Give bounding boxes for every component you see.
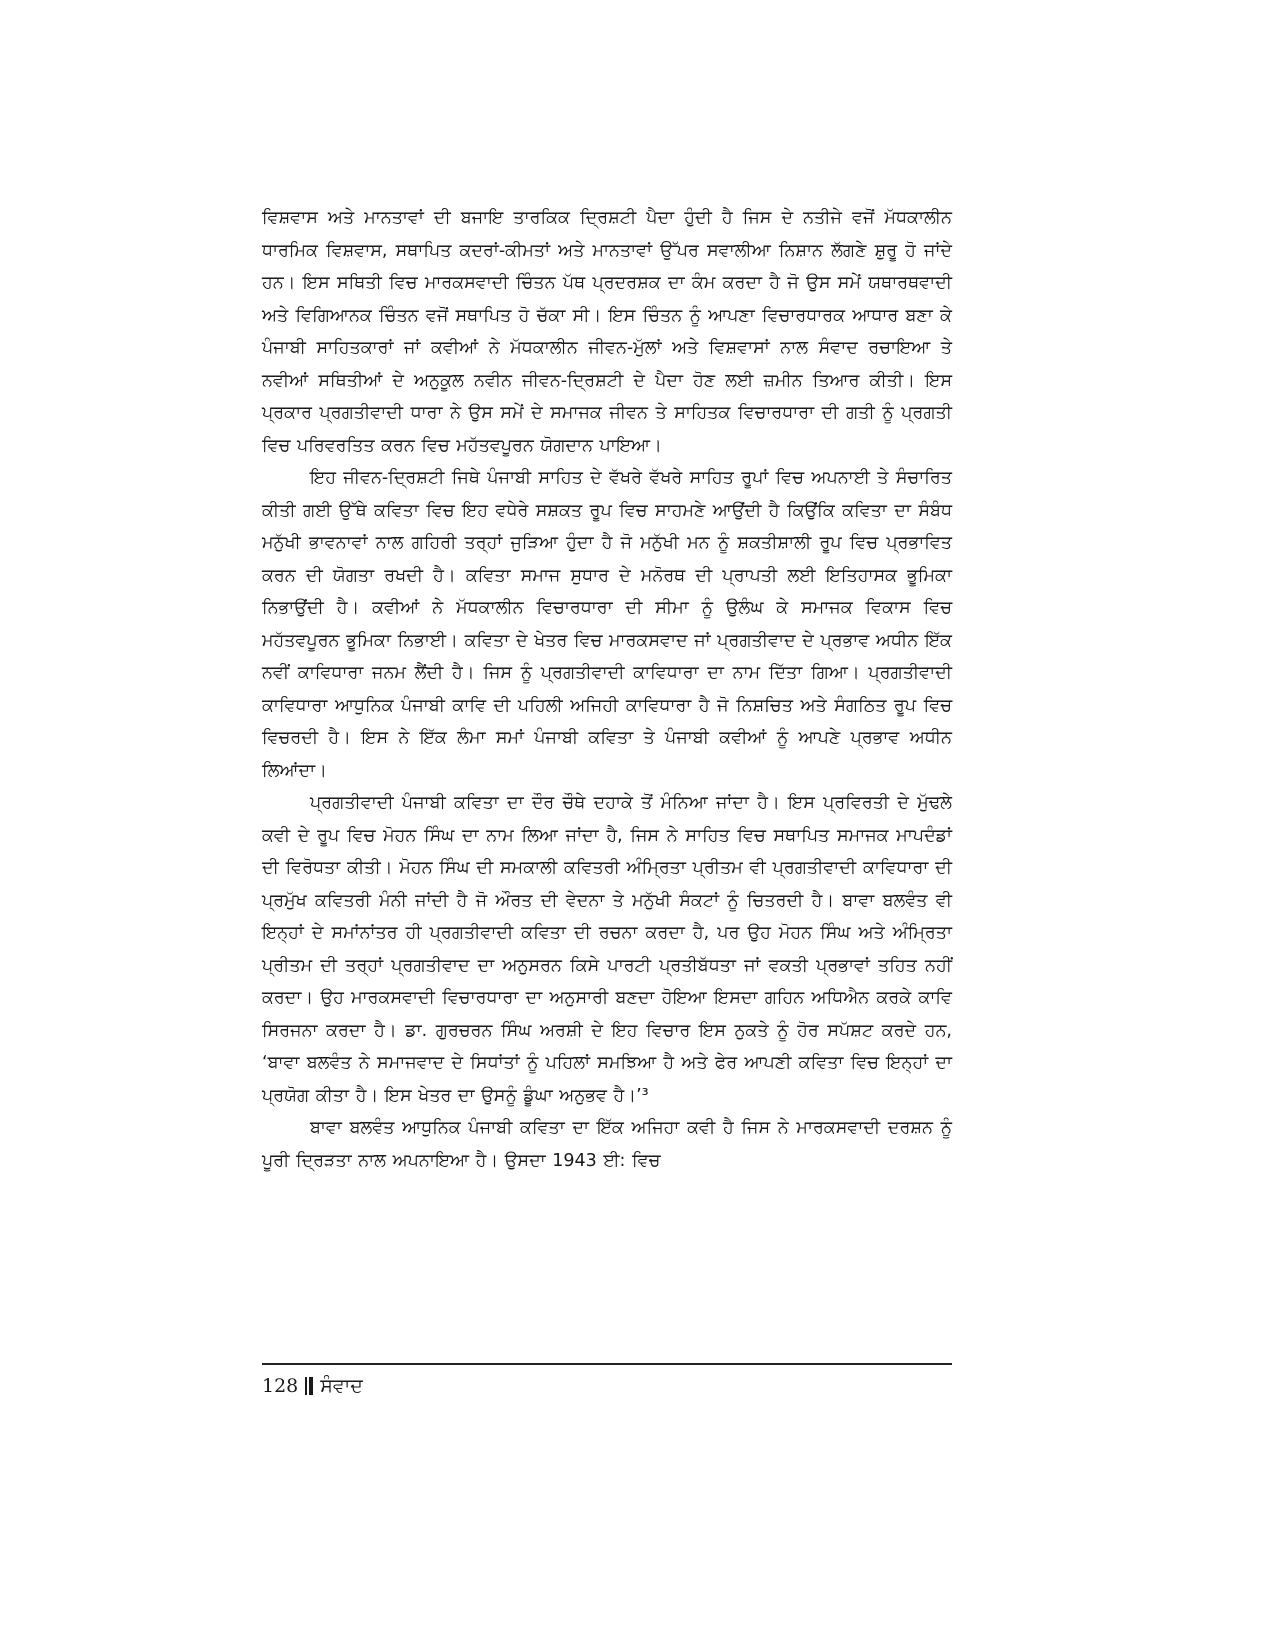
paragraph-4: ਬਾਵਾ ਬਲਵੰਤ ਆਧੁਨਿਕ ਪੰਜਾਬੀ ਕਵਿਤਾ ਦਾ ਇੱਕ ਅਜਿਹਾ ਕਵੀ ਹੈ ਜਿਸ ਨੇ ਮਾਰਕਸਵਾਦੀ ਦਰਸ਼ਨ ਨੂੰ ਪੂਰੀ ਦ੍ਰਿੜਤਾ ਨਾਲ ਅਪਨਾਇਆ ਹੈ। ਉਸਦਾ 1943 ਈ: ਵਿਚ: [262, 1118, 952, 1171]
page-footer: [262, 1372, 363, 1400]
body-text: [262, 202, 952, 1177]
paragraph-3: ਪ੍ਰਗਤੀਵਾਦੀ ਪੰਜਾਬੀ ਕਵਿਤਾ ਦਾ ਦੌਰ ਚੌਥੇ ਦਹਾਕੇ ਤੋਂ ਮੰਨਿਆ ਜਾਂਦਾ ਹੈ। ਇਸ ਪ੍ਰਵਿਰਤੀ ਦੇ ਮੁੱਢਲੇ ਕਵੀ ਦੇ ਰੂਪ ਵਿਚ ਮੋਹਨ ਸਿੰਘ ਦਾ ਨਾਮ ਲਿਆ ਜਾਂਦਾ ਹੈ, ਜਿਸ ਨੇ ਸਾਹਿਤ ਵਿਚ ਸਥਾਪਿਤ ਸਮਾਜਕ ਮਾਪਦੰਡਾਂ ਦੀ ਵਿਰੋਧਤਾ ਕੀਤੀ। ਮੋਹਨ ਸਿੰਘ ਦੀ ਸਮਕਾਲੀ ਕਵਿਤਰੀ ਅੰਮ੍ਰਿਤਾ ਪ੍ਰੀਤਮ ਵੀ ਪ੍ਰਗਤੀਵਾਦੀ ਕਾਵਿਧਾਰਾ ਦੀ ਪ੍ਰਮੁੱਖ ਕਵਿਤਰੀ ਮੰਨੀ ਜਾਂਦੀ ਹੈ ਜੋ ਔਰਤ ਦੀ ਵੇਦਨਾ ਤੇ ਮਨੁੱਖੀ ਸੰਕਟਾਂ ਨੂੰ ਚਿਤਰਦੀ ਹੈ। ਬਾਵਾ ਬਲਵੰਤ ਵੀ ਇਨ੍ਹਾਂ ਦੇ ਸਮਾਂਨਾਂਤਰ ਹੀ ਪ੍ਰਗਤੀਵਾਦੀ ਕਵਿਤਾ ਦੀ ਰਚਨਾ ਕਰਦਾ ਹੈ, ਪਰ ਉਹ ਮੋਹਨ ਸਿੰਘ ਅਤੇ ਅੰਮ੍ਰਿਤਾ ਪ੍ਰੀਤਮ ਦੀ ਤਰ੍ਹਾਂ ਪ੍ਰਗਤੀਵਾਦ ਦਾ ਅਨੁਸਰਨ ਕਿਸੇ ਪਾਰਟੀ ਪ੍ਰਤੀਬੱਧਤਾ ਜਾਂ ਵਕਤੀ ਪ੍ਰਭਾਵਾਂ ਤਹਿਤ ਨਹੀਂ ਕਰਦਾ। ਉਹ ਮਾਰਕਸਵਾਦੀ ਵਿਚਾਰਧਾਰਾ ਦਾ ਅਨੁਸਾਰੀ ਬਣਦਾ ਹੋਇਆ ਇਸਦਾ ਗਹਿਨ ਅਧਿਐਨ ਕਰਕੇ ਕਾਵਿ ਸਿਰਜਨਾ ਕਰਦਾ ਹੈ। ਡਾ. ਗੁਰਚਰਨ ਸਿੰਘ ਅਰਸ਼ੀ ਦੇ ਇਹ ਵਿਚਾਰ ਇਸ ਨੁਕਤੇ ਨੂੰ ਹੋਰ ਸਪੱਸ਼ਟ ਕਰਦੇ ਹਨ, ‘ਬਾਵਾ ਬਲਵੰਤ ਨੇ ਸਮਾਜਵਾਦ ਦੇ ਸਿਧਾਂਤਾਂ ਨੂੰ ਪਹਿਲਾਂ ਸਮਝਿਆ ਹੈ ਅਤੇ ਫੇਰ ਆਪਣੀ ਕਵਿਤਾ ਵਿਚ ਇਨ੍ਹਾਂ ਦਾ ਪ੍ਰਯੋਗ ਕੀਤਾ ਹੈ। ਇਸ ਖੇਤਰ ਦਾ ਉਸਨੂੰ ਡੂੰਘਾ ਅਨੁਭਵ ਹੈ।’³: [262, 793, 952, 1106]
page-number: 128: [262, 1375, 299, 1397]
footer-divider: [262, 1363, 952, 1365]
paragraph-1: ਵਿਸ਼ਵਾਸ ਅਤੇ ਮਾਨਤਾਵਾਂ ਦੀ ਬਜਾਇ ਤਾਰਕਿਕ ਦ੍ਰਿਸ਼ਟੀ ਪੈਦਾ ਹੁੰਦੀ ਹੈ ਜਿਸ ਦੇ ਨਤੀਜੇ ਵਜੋਂ ਮੱਧਕਾਲੀਨ ਧਾਰਮਿਕ ਵਿਸ਼ਵਾਸ, ਸਥਾਪਿਤ ਕਦਰਾਂ-ਕੀਮਤਾਂ ਅਤੇ ਮਾਨਤਾਵਾਂ ਉੱਪਰ ਸਵਾਲੀਆ ਨਿਸ਼ਾਨ ਲੱਗਣੇ ਸ਼ੁਰੂ ਹੋ ਜਾਂਦੇ ਹਨ। ਇਸ ਸਥਿਤੀ ਵਿਚ ਮਾਰਕਸਵਾਦੀ ਚਿੰਤਨ ਪੱਥ ਪ੍ਰਦਰਸ਼ਕ ਦਾ ਕੰਮ ਕਰਦਾ ਹੈ ਜੋ ਉਸ ਸਮੇਂ ਯਥਾਰਥਵਾਦੀ ਅਤੇ ਵਿਗਿਆਨਕ ਚਿੰਤਨ ਵਜੋਂ ਸਥਾਪਿਤ ਹੋ ਚੱਕਾ ਸੀ। ਇਸ ਚਿੰਤਨ ਨੂੰ ਆਪਣਾ ਵਿਚਾਰਧਾਰਕ ਆਧਾਰ ਬਣਾ ਕੇ ਪੰਜਾਬੀ ਸਾਹਿਤਕਾਰਾਂ ਜਾਂ ਕਵੀਆਂ ਨੇ ਮੱਧਕਾਲੀਨ ਜੀਵਨ-ਮੁੱਲਾਂ ਅਤੇ ਵਿਸ਼ਵਾਸਾਂ ਨਾਲ ਸੰਵਾਦ ਰਚਾਇਆ ਤੇ ਨਵੀਆਂ ਸਥਿਤੀਆਂ ਦੇ ਅਨੁਕੂਲ ਨਵੀਨ ਜੀਵਨ-ਦ੍ਰਿਸ਼ਟੀ ਦੇ ਪੈਦਾ ਹੋਣ ਲਈ ਜ਼ਮੀਨ ਤਿਆਰ ਕੀਤੀ। ਇਸ ਪ੍ਰਕਾਰ ਪ੍ਰਗਤੀਵਾਦੀ ਧਾਰਾ ਨੇ ਉਸ ਸਮੇਂ ਦੇ ਸਮਾਜਕ ਜੀਵਨ ਤੇ ਸਾਹਿਤਕ ਵਿਚਾਰਧਾਰਾ ਦੀ ਗਤੀ ਨੂੰ ਪ੍ਰਗਤੀ ਵਿਚ ਪਰਿਵਰਤਿਤ ਕਰਨ ਵਿਚ ਮਹੱਤਵਪੂਰਨ ਯੋਗਦਾਨ ਪਾਇਆ।: [262, 208, 952, 456]
paragraph-2: ਇਹ ਜੀਵਨ-ਦ੍ਰਿਸ਼ਟੀ ਜਿਥੇ ਪੰਜਾਬੀ ਸਾਹਿਤ ਦੇ ਵੱਖਰੇ ਵੱਖਰੇ ਸਾਹਿਤ ਰੂਪਾਂ ਵਿਚ ਅਪਨਾਈ ਤੇ ਸੰਚਾਰਿਤ ਕੀਤੀ ਗਈ ਉੱਥੇ ਕਵਿਤਾ ਵਿਚ ਇਹ ਵਧੇਰੇ ਸਸ਼ਕਤ ਰੂਪ ਵਿਚ ਸਾਹਮਣੇ ਆਉਂਦੀ ਹੈ ਕਿਉਂਕਿ ਕਵਿਤਾ ਦਾ ਸੰਬੰਧ ਮਨੁੱਖੀ ਭਾਵਨਾਵਾਂ ਨਾਲ ਗਹਿਰੀ ਤਰ੍ਹਾਂ ਜੁੜਿਆ ਹੁੰਦਾ ਹੈ ਜੋ ਮਨੁੱਖੀ ਮਨ ਨੂੰ ਸ਼ਕਤੀਸ਼ਾਲੀ ਰੂਪ ਵਿਚ ਪ੍ਰਭਾਵਿਤ ਕਰਨ ਦੀ ਯੋਗਤਾ ਰਖਦੀ ਹੈ। ਕਵਿਤਾ ਸਮਾਜ ਸੁਧਾਰ ਦੇ ਮਨੋਰਥ ਦੀ ਪ੍ਰਾਪਤੀ ਲਈ ਇਤਿਹਾਸਕ ਭੂਮਿਕਾ ਨਿਭਾਉਂਦੀ ਹੈ। ਕਵੀਆਂ ਨੇ ਮੱਧਕਾਲੀਨ ਵਿਚਾਰਧਾਰਾ ਦੀ ਸੀਮਾ ਨੂੰ ਉਲੰਘ ਕੇ ਸਮਾਜਕ ਵਿਕਾਸ ਵਿਚ ਮਹੱਤਵਪੂਰਨ ਭੂਮਿਕਾ ਨਿਭਾਈ। ਕਵਿਤਾ ਦੇ ਖੇਤਰ ਵਿਚ ਮਾਰਕਸਵਾਦ ਜਾਂ ਪ੍ਰਗਤੀਵਾਦ ਦੇ ਪ੍ਰਭਾਵ ਅਧੀਨ ਇੱਕ ਨਵੀਂ ਕਾਵਿਧਾਰਾ ਜਨਮ ਲੈਂਦੀ ਹੈ। ਜਿਸ ਨੂੰ ਪ੍ਰਗਤੀਵਾਦੀ ਕਾਵਿਧਾਰਾ ਦਾ ਨਾਮ ਦਿੱਤਾ ਗਿਆ। ਪ੍ਰਗਤੀਵਾਦੀ ਕਾਵਿਧਾਰਾ ਆਧੁਨਿਕ ਪੰਜਾਬੀ ਕਾਵਿ ਦੀ ਪਹਿਲੀ ਅਜਿਹੀ ਕਾਵਿਧਾਰਾ ਹੈ ਜੋ ਨਿਸ਼ਚਿਤ ਅਤੇ ਸੰਗਠਿਤ ਰੂਪ ਵਿਚ ਵਿਚਰਦੀ ਹੈ। ਇਸ ਨੇ ਇੱਕ ਲੰਮਾ ਸਮਾਂ ਪੰਜਾਬੀ ਕਵਿਤਾ ਤੇ ਪੰਜਾਬੀ ਕਵੀਆਂ ਨੂੰ ਆਪਣੇ ਪ੍ਰਭਾਵ ਅਧੀਨ ਲਿਆਂਦਾ।: [262, 468, 952, 781]
double-bar-separator-icon: [304, 1377, 314, 1395]
running-title: ਸੰਵਾਦ: [320, 1375, 363, 1397]
